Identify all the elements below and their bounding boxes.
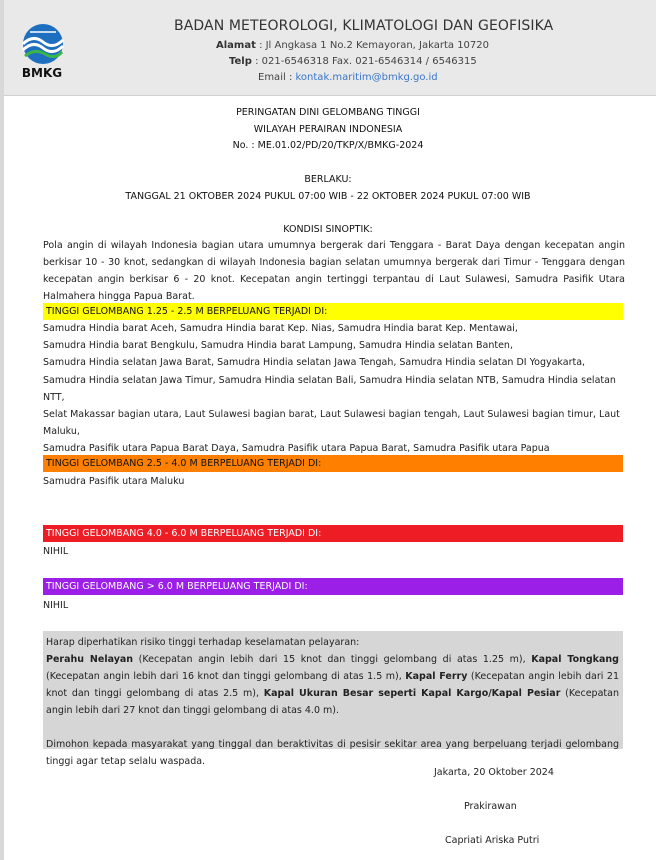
phone-line xyxy=(229,56,477,67)
area-line: Samudra Hindia selatan Jawa Barat, Samudra Hindia selatan Jawa Tengah, Samudra Hindia selatan DI Yogyakarta, xyxy=(43,357,586,369)
agency-name: BADAN METEOROLOGI, KLIMATOLOGI DAN GEOFISIKA xyxy=(174,18,554,34)
title-line-1: PERINGATAN DINI GELOMBANG TINGGI xyxy=(236,107,420,118)
document-number: No. : ME.01.02/PD/20/TKP/X/BMKG-2024 xyxy=(232,140,424,151)
wave-category-4-areas: NIHIL xyxy=(43,600,69,611)
wave-category-2-areas: Samudra Pasifik utara Maluku xyxy=(43,476,185,487)
wave-category-3-bar: TINGGI GELOMBANG 4.0 - 6.0 M BERPELUANG TERJADI DI: xyxy=(43,525,623,542)
signature-name: Capriati Ariska Putri xyxy=(445,835,540,846)
vessel-2-desc: (Kecepatan angin lebih dari 16 knot dan tinggi gelombang di atas 1.5 m), xyxy=(46,671,406,682)
phone-label: Telp xyxy=(229,56,252,67)
vessel-3-desc: (Kecepatan angin lebih dari 21 knot dan tinggi gelombang di atas 2.5 m), xyxy=(46,671,619,699)
logo-text: BMKG xyxy=(21,66,63,80)
address-value: : Jl Angkasa 1 No.2 Kemayoran, Jakarta 10720 xyxy=(259,40,490,51)
address-label: Alamat xyxy=(216,40,256,51)
vessel-4-desc: (Kecepatan angin lebih dari 27 knot dan tinggi gelombang di atas 4.0 m). xyxy=(46,688,619,716)
area-line: Samudra Pasifik utara Papua Barat Daya, Samudra Pasifik utara Papua Barat, Samudra Pasifik utara Papua xyxy=(43,443,550,455)
notice-appeal: Dimohon kepada masyarakat yang tinggal dan beraktivitas di pesisir sekitar area yang berpeluang terjadi gelombang tinggi agar tetap selalu waspada. xyxy=(46,739,619,767)
area-line: Selat Makassar bagian utara, Laut Sulawesi bagian barat, Laut Sulawesi bagian tengah, Laut Sulawesi bagian timur, Laut Maluku, xyxy=(43,409,620,438)
wave-category-1-bar: TINGGI GELOMBANG 1.25 - 2.5 M BERPELUANG TERJADI DI: xyxy=(43,303,623,320)
vessel-1: Perahu Nelayan xyxy=(46,654,134,665)
email-label: Email xyxy=(258,72,286,83)
wave-category-1-areas xyxy=(43,320,628,458)
area-line: Samudra Hindia barat Bengkulu, Samudra Hindia barat Lampung, Samudra Hindia selatan Banten, xyxy=(43,340,513,352)
safety-notice xyxy=(43,631,623,767)
signature-role: Prakirawan xyxy=(464,801,517,812)
area-line: Samudra Hindia barat Aceh, Samudra Hindia barat Kep. Nias, Samudra Hindia barat Kep. Mentawai, xyxy=(43,323,518,334)
email-line xyxy=(258,72,438,83)
vessel-1-desc: (Kecepatan angin lebih dari 15 knot dan tinggi gelombang di atas 1.25 m), xyxy=(133,654,532,665)
validity-heading: BERLAKU: xyxy=(304,174,352,185)
phone-value: : 021-6546318 Fax. 021-6546314 / 6546315 xyxy=(255,56,477,67)
signature-place-date: Jakarta, 20 Oktober 2024 xyxy=(434,767,554,778)
wave-category-3-areas: NIHIL xyxy=(43,546,69,557)
vessel-3: Kapal Ferry xyxy=(405,671,468,682)
wave-category-2-bar: TINGGI GELOMBANG 2.5 - 4.0 M BERPELUANG TERJADI DI: xyxy=(43,455,623,472)
email-sep: : xyxy=(288,72,293,83)
area-line: Samudra Hindia selatan Jawa Timur, Samudra Hindia selatan Bali, Samudra Hindia selatan NTB, Samudra Hindia selatan NTT, xyxy=(43,374,616,403)
letterhead xyxy=(4,0,656,96)
address-line xyxy=(216,40,489,51)
synoptic-heading: KONDISI SINOPTIK: xyxy=(283,224,373,235)
notice-vessels xyxy=(46,651,619,719)
title-line-2: WILAYAH PERAIRAN INDONESIA xyxy=(253,124,403,135)
wave-category-4-bar: TINGGI GELOMBANG > 6.0 M BERPELUANG TERJADI DI: xyxy=(43,578,623,595)
vessel-2: Kapal Tongkang xyxy=(531,654,619,665)
validity-period: TANGGAL 21 OKTOBER 2024 PUKUL 07:00 WIB - 22 OKTOBER 2024 PUKUL 07:00 WIB xyxy=(125,191,531,202)
email-link[interactable]: kontak.maritim@bmkg.go.id xyxy=(295,72,438,83)
notice-intro: Harap diperhatikan risiko tinggi terhadap keselamatan pelayaran: xyxy=(46,637,360,648)
synoptic-text: Pola angin di wilayah Indonesia bagian utara umumnya bergerak dari Tenggara - Barat Daya dengan kecepatan angin berkisar 10 - 30 knot, sedangkan di wilayah Indonesia bagian selatan umumnya bergerak dari Timur - Tenggara dengan kecepatan angin berkisar 6 - 20 knot. Kecepatan angin tertinggi terpantau di Laut Sulawesi, Samudra Pasifik Utara Halmahera hingga Papua Barat. xyxy=(43,240,625,302)
vessel-4: Kapal Ukuran Besar seperti Kapal Kargo/Kapal Pesiar xyxy=(263,688,561,699)
